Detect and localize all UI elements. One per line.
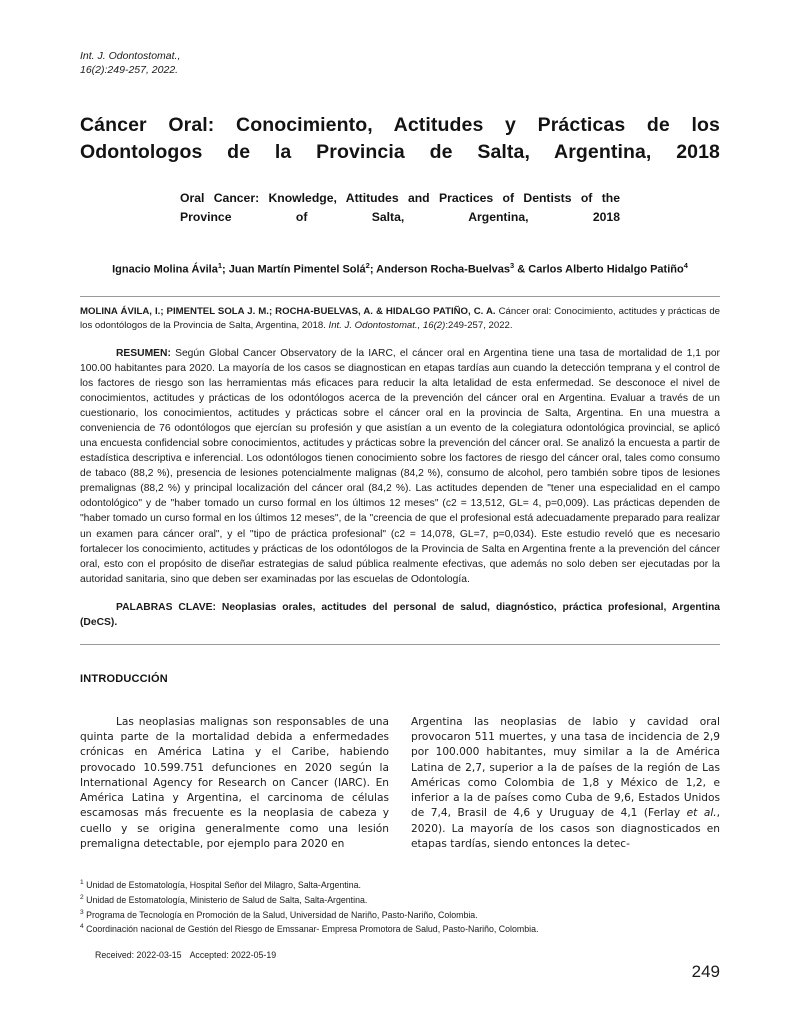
author-sep-3: & — [514, 263, 529, 276]
citation-authors: MOLINA ÁVILA, I.; PIMENTEL SOLA J. M.; ROCHA-BUELVAS, A. & HIDALGO PATIÑO, C. A. — [80, 305, 496, 317]
author-name-1: Ignacio Molina Ávila — [112, 263, 218, 276]
author-sep-2: ; — [369, 263, 377, 276]
citation-journal: Int. J. Odontostomat., 16(2) — [328, 319, 446, 331]
divider-above-citation — [80, 296, 720, 297]
author-name-3: Anderson Rocha-Buelvas — [376, 263, 511, 276]
page-title: Cáncer Oral: Conocimiento, Actitudes y Prácticas de los Odontologos de la Provincia de Salta, Argentina, 2018 — [80, 113, 720, 164]
footnote-marker-2: 2 — [80, 893, 84, 901]
journal-name: Int. J. Odontostomat., — [80, 50, 181, 62]
author-sep-1: ; — [222, 263, 229, 276]
intro-right-part2: , 2020). La mayoría de los casos son diagnosticados en etapas tardías, siendo entonces la detec- — [411, 807, 721, 850]
author-name-4: Carlos Alberto Hidalgo Patiño — [528, 263, 684, 276]
divider-below-keywords — [80, 644, 720, 645]
abstract-paragraph — [80, 346, 720, 587]
footnote-4 — [80, 922, 720, 937]
journal-volume-issue: 16(2):249-257, 2022. — [80, 63, 179, 76]
author-name-2: Juan Martín Pimentel Solá — [228, 263, 366, 276]
received-date: Received: 2022-03-15 — [95, 950, 182, 960]
footnote-marker-3: 3 — [80, 908, 84, 916]
author-affil-marker-4: 4 — [683, 260, 688, 270]
intro-paragraph-left: Las neoplasias malignas son responsables de una quinta parte de la mortalidad debida a enfermedades crónicas en América Latina y el Caribe, habiendo provocado 10.599.751 defunciones en 2020 según la International Agency for Research on Cancer (IARC). En América Latina y Argentina, el carcinoma de células escamosas más frecuente es la neoplasia de cabeza y cuello y se origina generalmente como una lesión premaligna detectable, por ejemplo para 2020 en — [80, 715, 389, 850]
author-affil-marker-3: 3 — [510, 260, 515, 270]
page-subtitle-english: Oral Cancer: Knowledge, Attitudes and Practices of Dentists of the Province of Salta, Argentina, 2018 — [180, 191, 620, 224]
abstract-section — [80, 346, 720, 587]
footnote-2 — [80, 893, 720, 908]
intro-right-etal: et al. — [686, 807, 717, 820]
footnote-text-2: Unidad de Estomatología, Ministerio de Salud de Salta, Salta-Argentina. — [83, 894, 368, 905]
footnote-marker-4: 4 — [80, 923, 84, 931]
footnote-text-1: Unidad de Estomatología, Hospital Señor del Milagro, Salta-Argentina. — [83, 879, 361, 890]
intro-right-part1: Argentina las neoplasias de labio y cavidad oral provocaron 511 muertes, y una tasa de incidencia de 2,9 por 100.000 habitantes, muy similar a la de América Latina de 2,7, superior a la de países de la región de Las Américas como Colombia de 1,8 y México de 1,2, e inferior a la de países como Cuba de 9,6, Estados Unidos de 7,4, Brasil de 4,6 y Uruguay de 4,1 (Ferlay — [411, 715, 720, 820]
footnote-text-3: Programa de Tecnología en Promoción de la Salud, Universidad de Nariño, Pasto-Nariño, Colombia. — [83, 909, 478, 920]
citation-locator: :249-257, 2022. — [445, 319, 513, 331]
abstract-text: Según Global Cancer Observatory de la IARC, el cáncer oral en Argentina tiene una tasa de mortalidad de 1,1 por 100.00 habitantes para 2020. La mayoría de los casos se diagnostican en etapas tardías aun cuando la detección temprana y el control de los factores de riesgo son las herramientas más eficaces para reducir la alta letalidad de esta enfermedad. Se desconoce el nivel de conocimientos, actitudes y prácticas de los odontólogos acerca de la prevención del cáncer oral en Argentina. Evaluar a través de un cuestionario, los conocimientos, actitudes y prácticas sobre el cáncer oral en la provincia de Salta, Argentina. En una muestra a conveniencia de 76 odontólogos que ejercían su profesión y que asistían a un evento de la colegiatura odontológica provincial, se aplicó una encuesta confidencial sobre conocimientos, actitudes y prácticas sobre la prevención del cáncer oral. Se analizó la encuesta a partir de estadística descriptiva e inferencial. Los odontólogos tienen conocimiento sobre los factores de riesgo del cáncer oral, tales como consumo de tabaco (88,2 %), presencia de lesiones potencialmente malignas (84,2 %), consumo de alcohol, pero también sobre tipos de lesiones premalignas (88,2 %) y principal localización del cáncer oral (84,2 %). Las actitudes dependen de "tener una especialidad en el campo odontológico" y de "haber tomado un curso formal en los últimos 12 meses" (c2 = 13,512, GL= 4, p=0,009). Las prácticas dependen de "haber tomado un curso formal en los últimos 12 meses", de la "creencia de que el profesional está adecuadamente preparado para realizar un examen para cáncer oral", y el "tipo de práctica profesional" (c2 = 14,078, GL=7, p=0,034). Este estudio reveló que es necesario fortalecer los conocimiento, actitudes y prácticas de los odontólogos de la Provincia de Salta en Argentina frente a la prevención del cáncer oral, esto con el propósito de diseñar estrategias de salud pública realmente efectivas, que además no solo deben ser ejecutadas por la autoridad sanitaria, sino que deben ser examinadas por las escuelas de Odontología. — [80, 347, 720, 585]
author-affil-marker-1: 1 — [217, 260, 223, 270]
body-column-left — [80, 715, 389, 852]
footnote-marker-1: 1 — [80, 879, 84, 886]
body-two-column-layout — [80, 715, 720, 852]
body-column-right — [411, 715, 720, 852]
submission-dates — [95, 950, 276, 960]
citation-block — [80, 305, 720, 333]
keywords-text: Neoplasias orales, actitudes del personal de salud, diagnóstico, práctica profesional, Argentina (DeCS). — [80, 601, 720, 628]
affiliation-footnotes — [80, 878, 720, 937]
footnote-3 — [80, 908, 720, 923]
journal-running-head — [80, 0, 720, 78]
footnote-text-4: Coordinación nacional de Gestión del Riesgo de Emssanar- Empresa Promotora de Salud, Pasto-Nariño, Colombia. — [83, 924, 539, 935]
intro-paragraph-right — [411, 715, 720, 852]
accepted-date: Accepted: 2022-05-19 — [189, 950, 277, 960]
page-number: 249 — [691, 962, 720, 981]
section-heading-introduccion: INTRODUCCIÓN — [80, 672, 168, 685]
keywords-section — [80, 600, 720, 630]
author-list — [80, 261, 720, 276]
abstract-label: RESUMEN: — [116, 347, 171, 359]
citation-title: Cáncer oral: Conocimiento, actitudes y prácticas de los odontólogos de la Provincia de Salta, Argentina, 2018. — [80, 305, 721, 331]
footnote-1 — [80, 878, 720, 893]
keywords-label: PALABRAS CLAVE: — [116, 601, 216, 613]
author-affil-marker-2: 2 — [365, 260, 370, 270]
